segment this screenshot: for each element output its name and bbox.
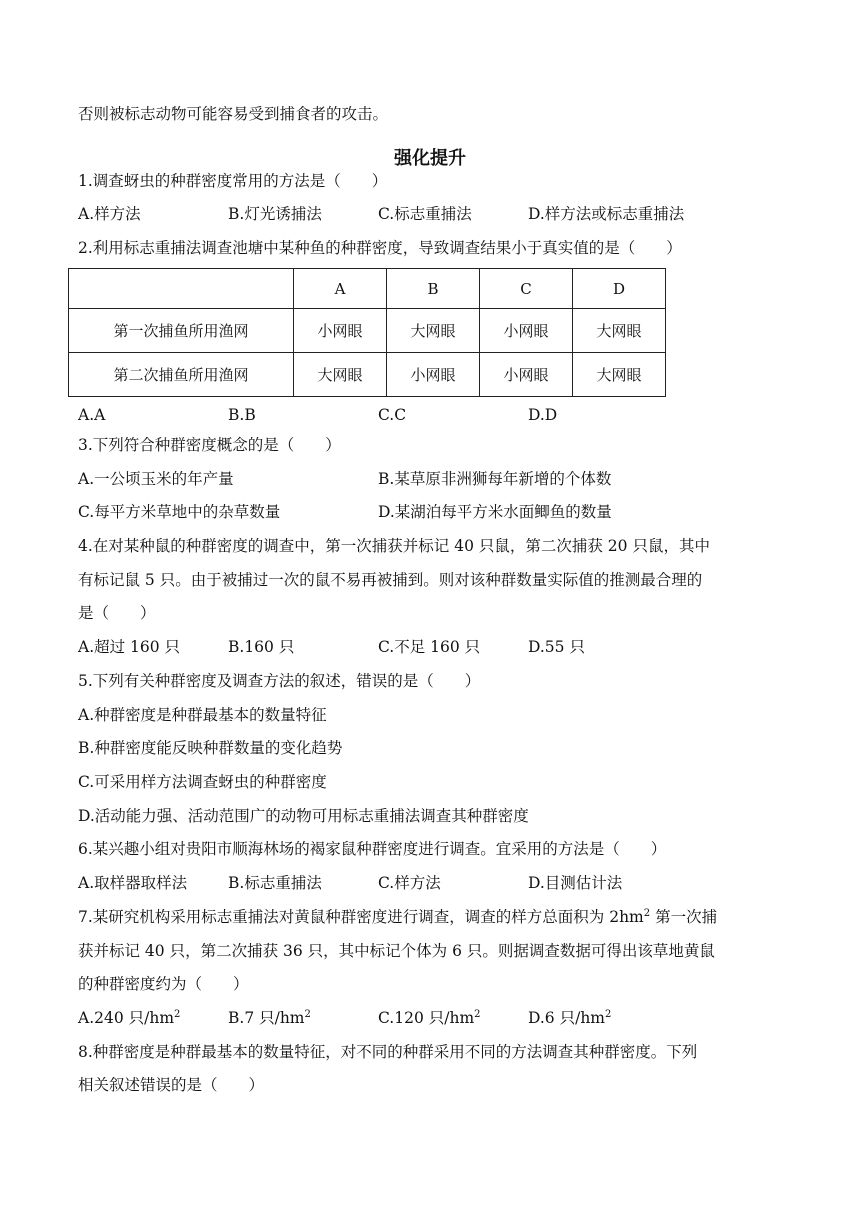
question-7-stem-line	[78, 906, 717, 928]
q7-option-a	[78, 1007, 180, 1029]
q1-option-d: D.样方法或标志重捕法	[528, 205, 685, 223]
q2-option-d: D.D	[528, 406, 558, 424]
q2-data-table	[68, 268, 666, 397]
table-cell: A	[294, 269, 387, 309]
table-header-row	[69, 269, 666, 309]
question-7-stem-line: 获并标记 40 只，第二次捕获 36 只，其中标记个体为 6 只。则据调查数据可得出该草地黄鼠	[78, 942, 715, 960]
q3-option-c: C.每平方米草地中的杂草数量	[78, 503, 281, 521]
table-row	[69, 353, 666, 397]
table-cell: 大网眼	[294, 353, 387, 397]
option-text: D.6 只/hm	[528, 1009, 605, 1027]
q1-option-c: C.标志重捕法	[378, 205, 472, 223]
q7-stem-text: 第一次捕	[650, 908, 718, 926]
table-cell	[69, 269, 294, 309]
question-4-stem-line: 有标记鼠 5 只。由于被捕过一次的鼠不易再被捕到。则对该种群数量实际值的推测最合理的	[78, 571, 703, 589]
q1-option-b: B.灯光诱捕法	[228, 205, 322, 223]
q3-option-a: A.一公顷玉米的年产量	[78, 470, 234, 488]
q5-option-b: B.种群密度能反映种群数量的变化趋势	[78, 739, 343, 757]
option-text: C.120 只/hm	[378, 1009, 475, 1027]
question-6-stem: 6.某兴趣小组对贵阳市顺海林场的褐家鼠种群密度进行调查。宜采用的方法是（ ）	[78, 840, 667, 858]
section-title: 强化提升	[394, 148, 466, 169]
question-5-stem: 5.下列有关种群密度及调查方法的叙述，错误的是（ ）	[78, 672, 481, 690]
question-8-stem-line: 8.种群密度是种群最基本的数量特征，对不同的种群采用不同的方法调查其种群密度。下列	[78, 1043, 698, 1061]
question-8-stem-line: 相关叙述错误的是（ ）	[78, 1076, 265, 1094]
question-7-stem-line: 的种群密度约为（ ）	[78, 975, 249, 993]
question-4-stem-line: 是（ ）	[78, 604, 156, 622]
superscript: 2	[643, 908, 651, 919]
option-text: A.240 只/hm	[78, 1009, 175, 1027]
table-cell: 小网眼	[480, 353, 573, 397]
q6-option-d: D.目测估计法	[528, 874, 623, 892]
q7-option-c	[378, 1007, 481, 1029]
q5-option-c: C.可采用样方法调查蚜虫的种群密度	[78, 773, 327, 791]
q4-option-a: A.超过 160 只	[78, 638, 181, 656]
option-text: B.7 只/hm	[228, 1009, 305, 1027]
table-cell: 大网眼	[387, 309, 480, 353]
table-cell: 小网眼	[294, 309, 387, 353]
intro-line: 否则被标志动物可能容易受到捕食者的攻击。	[78, 105, 389, 123]
table-row	[69, 309, 666, 353]
table-cell: B	[387, 269, 480, 309]
table-cell: 小网眼	[387, 353, 480, 397]
table-cell: D	[573, 269, 666, 309]
question-2-stem: 2.利用标志重捕法调查池塘中某种鱼的种群密度，导致调查结果小于真实值的是（ ）	[78, 239, 682, 257]
q6-option-c: C.样方法	[378, 874, 441, 892]
q5-option-d: D.活动能力强、活动范围广的动物可用标志重捕法调查其种群密度	[78, 807, 529, 825]
q2-option-a: A.A	[78, 406, 106, 424]
q7-stem-text: 7.某研究机构采用标志重捕法对黄鼠种群密度进行调查，调查的样方总面积为 2hm	[78, 908, 644, 926]
q3-option-b: B.某草原非洲狮每年新增的个体数	[378, 470, 612, 488]
q7-option-b	[228, 1007, 311, 1029]
q4-option-c: C.不足 160 只	[378, 638, 481, 656]
table-cell: 第二次捕鱼所用渔网	[69, 353, 294, 397]
q7-option-d	[528, 1007, 611, 1029]
q4-option-b: B.160 只	[228, 638, 295, 656]
table-cell: 小网眼	[480, 309, 573, 353]
question-4-stem-line: 4.在对某种鼠的种群密度的调查中，第一次捕获并标记 40 只鼠，第二次捕获 20 只鼠，其中	[78, 537, 710, 555]
q4-option-d: D.55 只	[528, 638, 585, 656]
question-1-stem: 1.调查蚜虫的种群密度常用的方法是（ ）	[78, 172, 388, 190]
table-cell: C	[480, 269, 573, 309]
table-cell: 大网眼	[573, 353, 666, 397]
superscript: 2	[605, 1009, 612, 1020]
superscript: 2	[474, 1009, 481, 1020]
table-cell: 大网眼	[573, 309, 666, 353]
q5-option-a: A.种群密度是种群最基本的数量特征	[78, 706, 327, 724]
table-cell: 第一次捕鱼所用渔网	[69, 309, 294, 353]
q1-option-a: A.样方法	[78, 205, 141, 223]
superscript: 2	[304, 1009, 311, 1020]
q3-option-d: D.某湖泊每平方米水面鲫鱼的数量	[378, 503, 612, 521]
q6-option-a: A.取样器取样法	[78, 874, 188, 892]
superscript: 2	[174, 1009, 181, 1020]
q2-option-b: B.B	[228, 406, 256, 424]
q6-option-b: B.标志重捕法	[228, 874, 322, 892]
q2-option-c: C.C	[378, 406, 407, 424]
question-3-stem: 3.下列符合种群密度概念的是（ ）	[78, 436, 341, 454]
